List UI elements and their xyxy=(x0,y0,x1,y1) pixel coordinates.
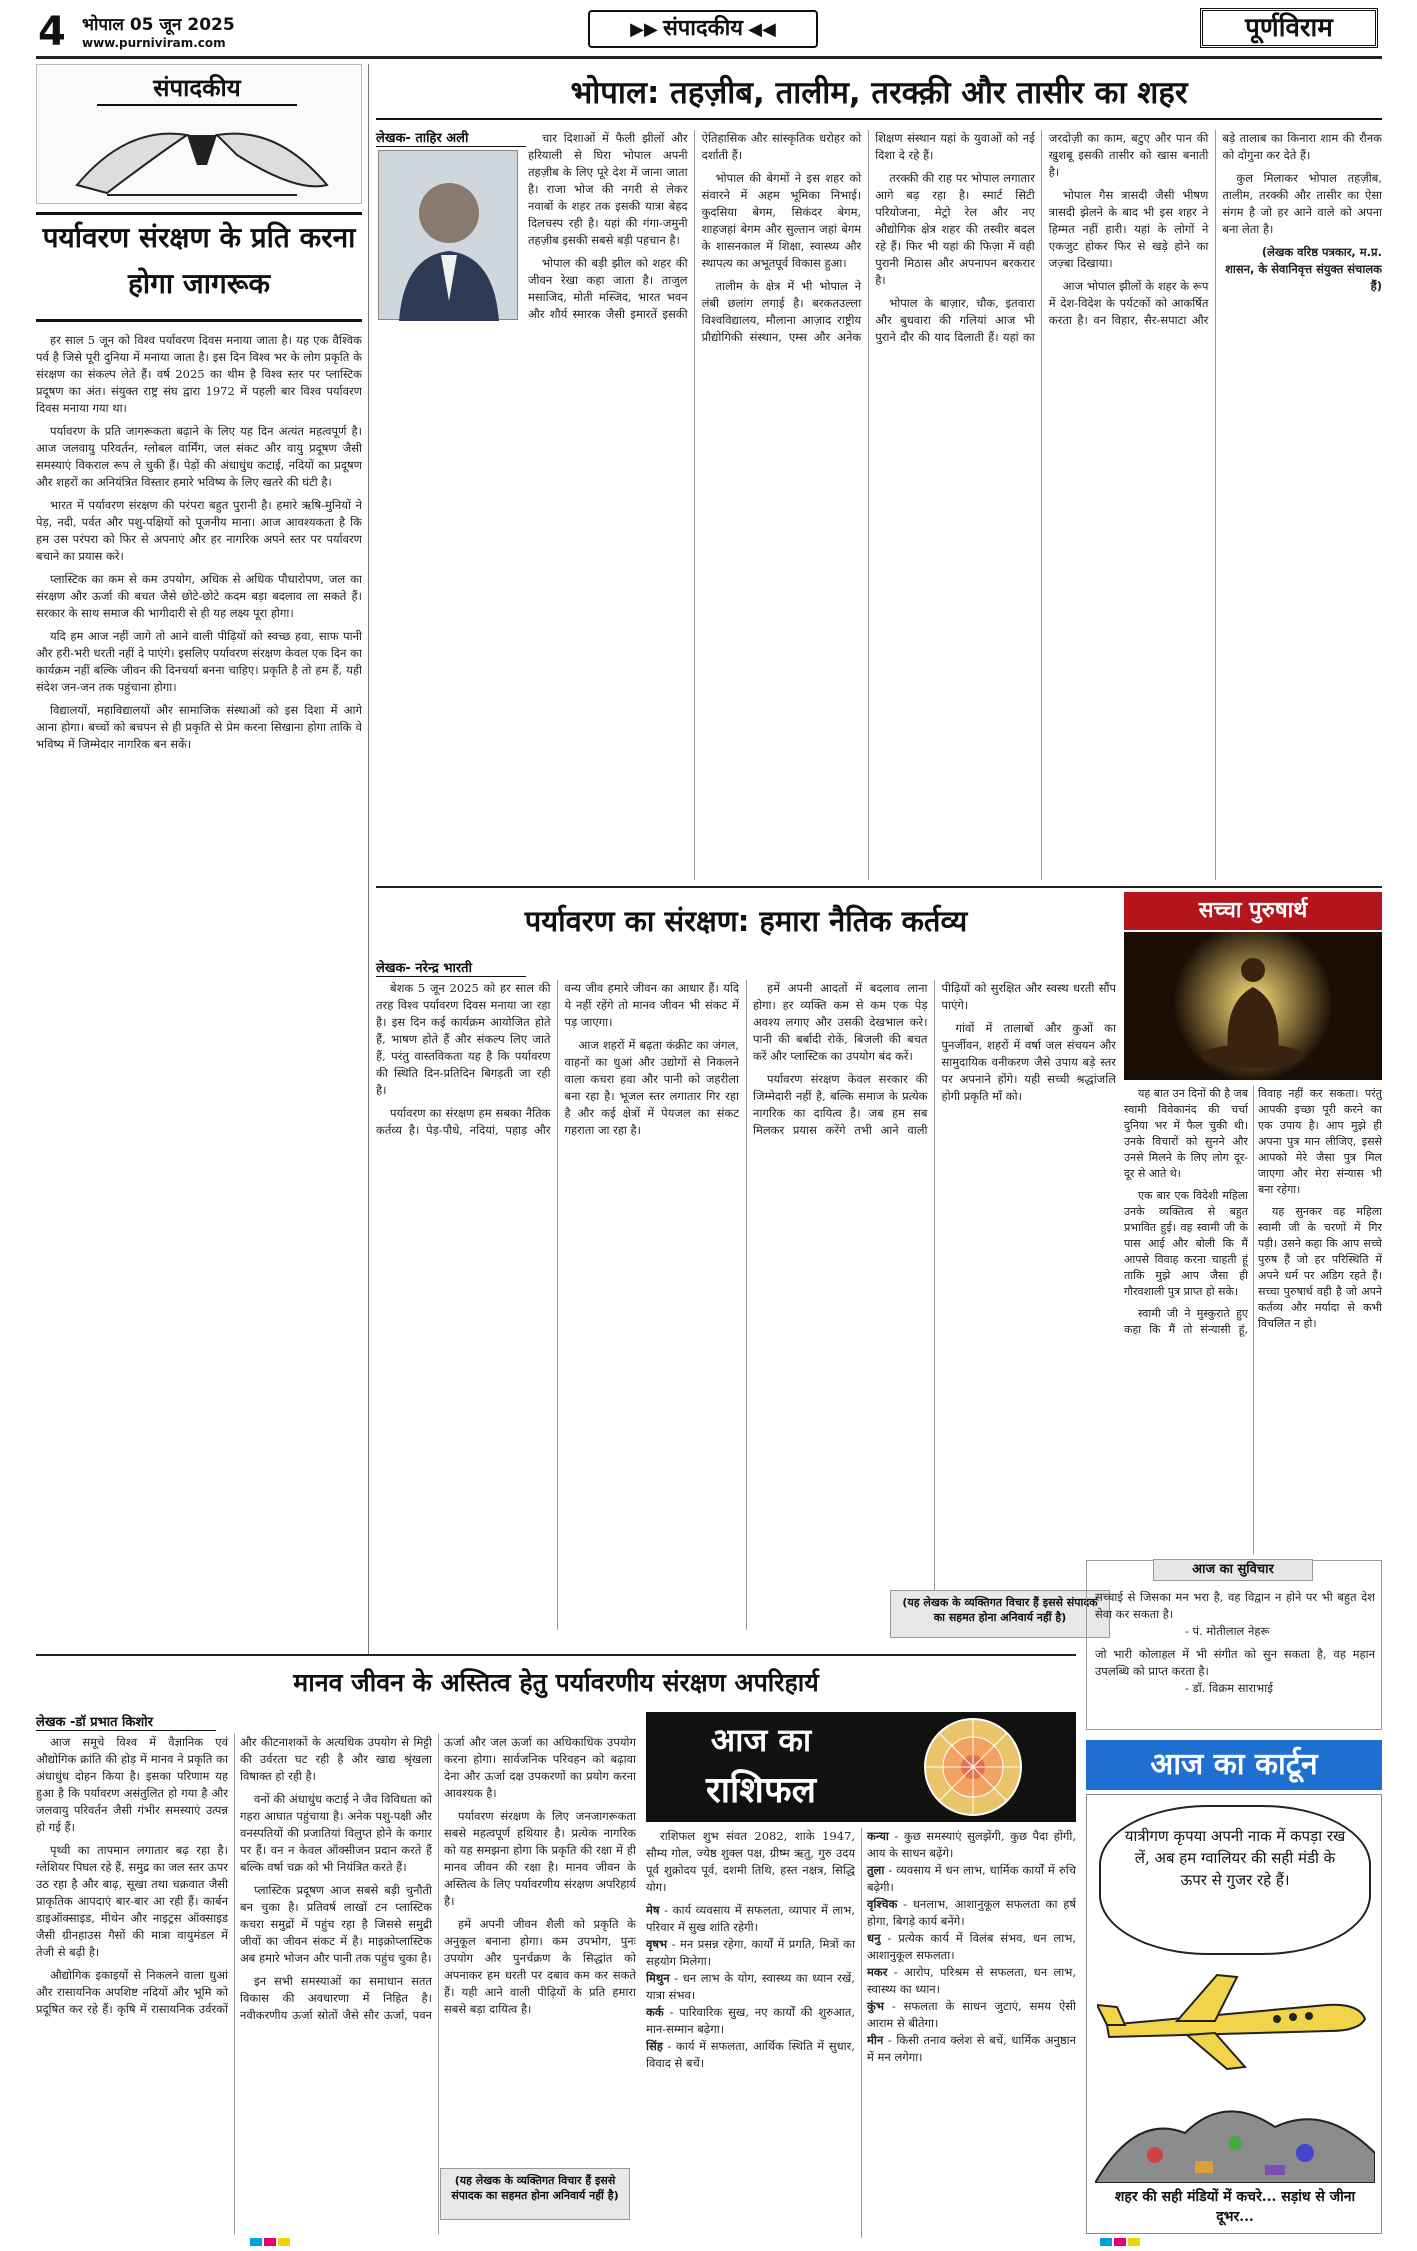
rashifal-sign-row: मेष - कार्य व्यवसाय में सफलता, व्यापार में लाभ, परिवार में सुख शांति रहेगी। xyxy=(646,1903,855,1934)
bhopal-paragraph: भोपाल की बेगमों ने इस शहर को संवारने में अहम भूमिका निभाई। कुदसिया बेगम, सिकंदर बेगम, शाहजहां बेगम और सुल्तान जहां बेगम के शासनकाल में शिक्षा, स्वास्थ्य और स्थापत्य का अभूतपूर्व विकास हुआ। xyxy=(701,171,862,270)
section-rule xyxy=(36,1654,1076,1656)
rashifal-sign-name: वृश्चिक xyxy=(867,1897,898,1911)
meditation-figure-icon xyxy=(1124,932,1382,1080)
rashifal-heading-line1: आज का xyxy=(710,1721,812,1759)
newspaper-logo[interactable]: पूर्णविराम xyxy=(1200,8,1378,48)
bhopal-paragraph: आज भोपाल झीलों के शहर के रूप में देश-विदेश के पर्यटकों को आकर्षित करता है। वन विहार, सैर-सपाटा और बड़े तालाब का किनारा शाम की रौनक को दोगुना कर देते हैं। xyxy=(1048,131,1382,327)
manav-author-note: (यह लेखक के व्यक्तिगत विचार हैं इससे संपादक का सहमत होना अनिवार्य नहीं है) xyxy=(440,2168,630,2220)
rashifal-sign-text: धनलाभ, आशानुकूल सफलता का हर्ष होगा, बिगड़े कार्य बनेंगे। xyxy=(867,1897,1076,1928)
purusharth-body xyxy=(1124,1086,1382,1554)
manav-paragraph: पृथ्वी का तापमान लगातार बढ़ रहा है। ग्लेशियर पिघल रहे हैं, समुद्र का जल स्तर ऊपर उठ रहा है और बाढ़, सूखा तथा चक्रवात जैसी प्राकृतिक आपदाएं बार-बार आ रही हैं। कार्बन डाइऑक्साइड, मीथेन और नाइट्रस ऑक्साइड जैसी ग्रीनहाउस गैसों की मात्रा वायुमंडल में तेजी से बढ़ी है। xyxy=(36,1843,229,1959)
rashifal-sign-text: मन प्रसन्न रहेगा, कार्यों में प्रगति, मित्रों का सहयोग मिलेगा। xyxy=(646,1937,855,1968)
editorial-paragraph: प्लास्टिक का कम से कम उपयोग, अधिक से अधिक पौधारोपण, जल का संरक्षण और ऊर्जा की बचत जैसे छोटे-छोटे कदम बड़ा बदलाव ला सकते हैं। सरकार के साथ समाज की भागीदारी से ही यह लक्ष्य पूरा होगा। xyxy=(36,572,362,620)
suvichar-quote: जो भारी कोलाहल में भी संगीत को सुन सकता है, वह महान उपलब्धि को प्राप्त करता है। xyxy=(1095,1647,1375,1678)
purusharth-title: सच्चा पुरुषार्थ xyxy=(1198,898,1308,923)
purusharth-paragraph: यह बात उन दिनों की है जब स्वामी विवेकानंद की चर्चा दुनिया भर में फैल चुकी थी। उनके विचारों को सुनने और उनसे मिलने के लिए लोग दूर-दूर से आते थे। xyxy=(1124,1087,1248,1180)
moral-paragraph: पर्यावरण का संरक्षण हम सबका नैतिक कर्तव्य है। पेड़-पौधे, नदियां, पहाड़ और वन्य जीव हमारे जीवन का आधार हैं। यदि ये नहीं रहेंगे तो मानव जीवन भी संकट में पड़ जाएगा। xyxy=(376,981,739,1137)
rashifal-sign-text: कुछ समस्याएं सुलझेंगी, कुछ पैदा होंगी, आय के साधन बढ़ेंगे। xyxy=(867,1829,1076,1860)
cartoon-panel xyxy=(1086,1794,1382,2234)
bhopal-paragraph: भोपाल गैस त्रासदी जैसी भीषण त्रासदी झेलने के बाद भी इस शहर ने हिम्मत नहीं हारी। यहां के लोगों ने एकजुट होकर फिर से खड़े होने का जज़्बा दिखाया। xyxy=(1048,188,1209,270)
editorial-title: पर्यावरण संरक्षण के प्रति करना होगा जागरूक xyxy=(36,212,362,322)
moral-paragraph: गांवों में तालाबों और कुओं का पुनर्जीवन, शहरों में वर्षा जल संचयन और सामुदायिक वनीकरण जैसे उपाय बड़े स्तर पर अपनाने होंगे। यही सच्ची श्रद्धांजलि होगी प्रकृति माँ को। xyxy=(941,1021,1116,1103)
rashifal-sign-row: धनु - प्रत्येक कार्य में विलंब संभव, धन लाभ, आशानुकूल सफलता। xyxy=(867,1931,1076,1962)
rashifal-sign-text: आरोप, परिश्रम से सफलता, धन लाभ, स्वास्थ्य का ध्यान। xyxy=(867,1965,1076,1996)
bhopal-paragraph: तालीम के क्षेत्र में भी भोपाल ने लंबी छलांग लगाई है। बरकतउल्ला विश्वविद्यालय, मौलाना आज़ाद राष्ट्रीय प्रौद्योगिकी संस्थान, एम्स और अनेक शिक्षण संस्थान यहां के युवाओं को नई दिशा दे रहे हैं। xyxy=(701,131,1035,344)
manav-paragraph: हमें अपनी जीवन शैली को प्रकृति के अनुकूल बनाना होगा। कम उपभोग, पुनः उपयोग और पुनर्चक्रण के सिद्धांत को अपनाकर हम धरती पर दबाव कम कर सकते हैं। यही आने वाली पीढ़ियों के प्रति हमारा सबसे बड़ा दायित्व है। xyxy=(444,1917,636,2016)
section-title: संपादकीय xyxy=(662,16,744,41)
editorial-paragraph: यदि हम आज नहीं जागे तो आने वाली पीढ़ियों को स्वच्छ हवा, साफ पानी और हरी-भरी धरती नहीं दे पाएंगे। इसलिए पर्यावरण संरक्षण केवल एक दिन का कार्यक्रम नहीं बल्कि जीवन की दिनचर्या बनना चाहिए। प्रकृति है तो हम हैं, यही संदेश जन-जन तक पहुंचाना होगा। xyxy=(36,629,362,694)
purusharth-paragraph: यह सुनकर वह महिला स्वामी जी के चरणों में गिर पड़ी। उसने कहा कि आप सच्चे पुरुष हैं जो हर परिस्थिति में अपने धर्म पर अडिग रहते हैं। सच्चा पुरुषार्थ वही है जो अपने कर्तव्य और मर्यादा से कभी विचलित न हो। xyxy=(1258,1205,1382,1330)
dateline: भोपाल 05 जून 2025 xyxy=(82,15,235,35)
rashifal-sign-row: तुला - व्यवसाय में धन लाभ, धार्मिक कार्यों में रुचि बढ़ेगी। xyxy=(867,1863,1076,1894)
editorial-paragraph: विद्यालयों, महाविद्यालयों और सामाजिक संस्थाओं को इस दिशा में आगे आना होगा। बच्चों को बचपन से ही प्रकृति से प्रेम करना सिखाना होगा ताकि वे भविष्य में जिम्मेदार नागरिक बन सकें। xyxy=(36,703,362,751)
manav-title: मानव जीवन के अस्तित्व हेतु पर्यावरणीय संरक्षण अपरिहार्य xyxy=(293,1668,819,1697)
bhopal-paragraph: भोपाल के बाज़ार, चौक, इतवारा और बुधवारा की गलियां आज भी पुराने दौर की याद दिलाती हैं। यहां का जरदोज़ी का काम, बटुए और पान की खुशबू इसकी तासीर को खास बनाती है। xyxy=(875,131,1209,344)
manav-paragraph: प्लास्टिक प्रदूषण आज सबसे बड़ी चुनौती बन चुका है। प्रतिवर्ष लाखों टन प्लास्टिक कचरा समुद्रों में पहुंच रहा है जिससे समुद्री जीवों का जीवन संकट में है। माइक्रोप्लास्टिक अब हमारे भोजन और पानी तक पहुंच चुका है। xyxy=(240,1883,432,1965)
suvichar-quote: सच्चाई से जिसका मन भरा है, वह विद्वान न होने पर भी बहुत देश सेवा कर सकता है। xyxy=(1095,1590,1375,1621)
person-icon xyxy=(379,151,519,321)
section-arrow-icon: ◀◀ xyxy=(748,19,776,40)
rashifal-banner xyxy=(646,1712,1076,1822)
author-photo xyxy=(378,150,518,320)
rashifal-sign-name: तुला xyxy=(867,1863,885,1877)
rashifal-sign-row: मकर - आरोप, परिश्रम से सफलता, धन लाभ, स्वास्थ्य का ध्यान। xyxy=(867,1965,1076,1996)
editorial-paragraph: हर साल 5 जून को विश्व पर्यावरण दिवस मनाया जाता है। यह एक वैश्विक पर्व है जिसे पूरी दुनिया में मनाया जाता है। इस दिन विश्व भर के लोग प्रकृति के संरक्षण का संकल्प लेते हैं। वर्ष 2025 का थीम है विश्व स्तर पर प्लास्टिक प्रदूषण का अंत। संयुक्त राष्ट्र संघ द्वारा 1972 में पहली बार विश्व पर्यावरण दिवस मनाया गया था। xyxy=(36,333,362,415)
rashifal-heading-line2: राशिफल xyxy=(705,1770,817,1811)
editorial-paragraph: पर्यावरण के प्रति जागरूकता बढ़ाने के लिए यह दिन अत्यंत महत्वपूर्ण है। आज जलवायु परिवर्तन, ग्लोबल वार्मिंग, जल संकट और वायु प्रदूषण जैसी समस्याएं विकराल रूप ले चुकी हैं। पेड़ों की अंधाधुंध कटाई, नदियों का प्रदूषण और शहरों का अनियंत्रित विस्तार हमारे भविष्य के लिए खतरे की घंटी है। xyxy=(36,424,362,489)
bhopal-title: भोपाल: तहज़ीब, तालीम, तरक्क़ी और तासीर का शहर xyxy=(376,66,1382,120)
suvichar-box xyxy=(1086,1560,1382,1730)
meditation-image xyxy=(1124,932,1382,1080)
suvichar-body xyxy=(1095,1589,1375,1727)
registration-marks xyxy=(0,2238,1417,2248)
suvichar-heading: आज का सुविचार xyxy=(1153,1559,1313,1581)
rashifal-sign-text: कार्य में सफलता, आर्थिक स्थिति में सुधार, विवाद से बचें। xyxy=(646,2039,855,2070)
bhopal-body xyxy=(528,130,1382,880)
manav-paragraph: वनों की अंधाधुंध कटाई ने जैव विविधता को गहरा आघात पहुंचाया है। अनेक पशु-पक्षी और वनस्पतियों की प्रजातियां विलुप्त होने के कगार पर हैं। वन न केवल ऑक्सीजन प्रदान करते हैं बल्कि वर्षा चक्र को भी नियंत्रित करते हैं। xyxy=(240,1792,432,1874)
cartoon-caption: शहर की सही मंडियों में कचरे... सड़ांध से जीना दूभर... xyxy=(1114,2189,1356,2225)
rashifal-sign-row: कर्क - पारिवारिक सुख, नए कार्यों की शुरुआत, मान-सम्मान बढ़ेगा। xyxy=(646,2005,855,2036)
rashifal-sign-row: सिंह - कार्य में सफलता, आर्थिक स्थिति में सुधार, विवाद से बचें। xyxy=(646,2039,855,2070)
moral-paragraph: पर्यावरण संरक्षण केवल सरकार की जिम्मेदारी नहीं है, बल्कि समाज के प्रत्येक नागरिक का दायित्व है। जब हम सब मिलकर प्रयास करेंगे तभी आने वाली पीढ़ियों को सुरक्षित और स्वस्थ धरती सौंप पाएंगे। xyxy=(753,981,1116,1137)
rashifal-sign-text: पारिवारिक सुख, नए कार्यों की शुरुआत, मान-सम्मान बढ़ेगा। xyxy=(646,2005,855,2036)
rashifal-sign-row: वृश्चिक - धनलाभ, आशानुकूल सफलता का हर्ष होगा, बिगड़े कार्य बनेंगे। xyxy=(867,1897,1076,1928)
rashifal-sign-name: कन्या xyxy=(867,1829,889,1843)
website[interactable]: www.purniviram.com xyxy=(82,36,226,50)
garbage-heap-icon xyxy=(1095,2083,1375,2183)
editorial-badge xyxy=(36,64,362,204)
moral-paragraph: आज शहरों में बढ़ता कंक्रीट का जंगल, वाहनों का धुआं और उद्योगों से निकलने वाला कचरा हवा और पानी को जहरीला बना रहा है। भूजल स्तर लगातार गिर रहा है और कई क्षेत्रों में पेयजल का संकट गहराता जा रहा है। xyxy=(564,1038,739,1137)
rashifal-sign-name: वृषभ xyxy=(646,1937,668,1951)
moral-byline: लेखक- नरेन्द्र भारती xyxy=(376,958,526,977)
cartoon-speech-bubble: यात्रीगण कृपया अपनी नाक में कपड़ा रख लें, अब हम ग्वालियर की सही मंडी के ऊपर से गुजर रहे हैं। xyxy=(1099,1805,1371,1955)
rashifal-sign-text: धन लाभ के योग, स्वास्थ्य का ध्यान रखें, यात्रा संभव। xyxy=(646,1971,855,2002)
cartoon-heading: आज का कार्टून xyxy=(1150,1747,1318,1782)
rashifal-sign-name: मिथुन xyxy=(646,1971,670,1985)
rashifal-sign-text: कार्य व्यवसाय में सफलता, व्यापार में लाभ, परिवार में सुख शांति रहेगी। xyxy=(646,1903,855,1934)
masthead xyxy=(0,0,1417,62)
rashifal-sign-name: धनु xyxy=(867,1931,881,1945)
rashifal-sign-row: कुंभ - सफलता के साधन जुटाएं, समय ऐसी आराम से बीतेगा। xyxy=(867,1999,1076,2030)
rashifal-sign-name: कुंभ xyxy=(867,1999,884,2013)
rashifal-sign-row: मीन - किसी तनाव क्लेश से बचें, धार्मिक अनुष्ठान में मन लगेगा। xyxy=(867,2033,1076,2064)
rashifal-sign-row: मिथुन - धन लाभ के योग, स्वास्थ्य का ध्यान रखें, यात्रा संभव। xyxy=(646,1971,855,2002)
rashifal-intro: राशिफल शुभ संवत 2082, शाके 1947, सौम्य गोल, ज्येष्ठ शुक्ल पक्ष, ग्रीष्म ऋतु, गुरु उदय पूर्व शुक्रोदय पूर्व, दशमी तिथि, हस्त नक्षत्र, सिद्धि योग। xyxy=(646,1829,855,1894)
manav-paragraph: पर्यावरण संरक्षण के लिए जनजागरूकता सबसे महत्वपूर्ण हथियार है। प्रत्येक नागरिक को यह समझना होगा कि प्रकृति की रक्षा में ही मानव जीवन की रक्षा है। मानव जीवन के अस्तित्व के लिए पर्यावरणीय संरक्षण अपरिहार्य है। xyxy=(444,1809,636,1908)
manav-paragraph: इन सभी समस्याओं का समाधान सतत विकास की अवधारणा में निहित है। नवीकरणीय ऊर्जा स्रोतों जैसे सौर ऊर्जा, पवन ऊर्जा और जल ऊर्जा का अधिकाधिक उपयोग करना होगा। सार्वजनिक परिवहन को बढ़ावा देना और ऊर्जा दक्ष उपकरणों का प्रयोग करना आवश्यक है। xyxy=(240,1735,636,2022)
moral-author-note: (यह लेखक के व्यक्तिगत विचार हैं इससे संपादक का सहमत होना अनिवार्य नहीं है) xyxy=(890,1590,1110,1638)
section-arrow-icon: ▶▶ xyxy=(630,19,658,40)
rashifal-body xyxy=(646,1828,1076,2238)
bhopal-author-note: (लेखक वरिष्ठ पत्रकार, म.प्र. शासन, के सेवानिवृत्त संयुक्त संचालक हैं) xyxy=(1225,245,1382,293)
purusharth-paragraph: एक बार एक विदेशी महिला उनके व्यक्तित्व से बहुत प्रभावित हुई। वह स्वामी जी के पास आई और बोली कि मैं आपसे विवाह करना चाहती हूं ताकि मुझे आप जैसा ही गौरवशाली पुत्र प्राप्त हो सके। xyxy=(1124,1189,1248,1298)
page-number: 4 xyxy=(38,9,66,55)
bhopal-paragraph: चार दिशाओं में फैली झीलों और हरियाली से घिरा भोपाल अपनी तहज़ीब के लिए पूरे देश में जाना जाता है। राजा भोज की नगरी से लेकर नवाबों के शहर तक इसकी यात्रा बेहद दिलचस्प रही है। यहां की गंगा-जमुनी तहज़ीब इसकी सबसे बड़ी पहचान है। xyxy=(528,131,688,247)
purusharth-banner xyxy=(1124,892,1382,930)
rashifal-sign-row: कन्या - कुछ समस्याएं सुलझेंगी, कुछ पैदा होंगी, आय के साधन बढ़ेंगे। xyxy=(867,1829,1076,1860)
section-rule xyxy=(376,886,1382,888)
editorial-badge-label: संपादकीय xyxy=(97,71,297,106)
suvichar-author: - डॉ. विक्रम साराभाई xyxy=(1185,1681,1273,1695)
rashifal-sign-name: मेष xyxy=(646,1903,660,1917)
quill-pen-icon xyxy=(67,105,337,201)
zodiac-wheel-icon xyxy=(878,1716,1068,1818)
moral-title: पर्यावरण का संरक्षण: हमारा नैतिक कर्तव्य xyxy=(524,904,968,938)
masthead-rule xyxy=(36,56,1382,59)
purusharth-paragraph: स्वामी जी ने मुस्कुराते हुए कहा कि मैं तो संन्यासी हूं, विवाह नहीं कर सकता। परंतु आपकी इच्छा पूरी करने का एक उपाय है। आप मुझे ही अपना पुत्र मान लीजिए, इससे आपको मेरे जैसा पुत्र मिल जाएगा और मेरा संन्यास भी बना रहेगा। xyxy=(1124,1087,1382,1336)
airplane-icon xyxy=(1097,1965,1373,2075)
rashifal-sign-text: प्रत्येक कार्य में विलंब संभव, धन लाभ, आशानुकूल सफलता। xyxy=(867,1931,1076,1962)
cartoon-banner xyxy=(1086,1740,1382,1790)
manav-paragraph: आज समूचे विश्व में वैज्ञानिक एवं औद्योगिक क्रांति की होड़ में मानव ने प्रकृति का अंधाधुंध दोहन किया है। इसका परिणाम यह हुआ है कि पर्यावरण असंतुलित हो गया है और जलवायु परिवर्तन जैसी गंभीर समस्याएं उत्पन्न हो गई हैं। xyxy=(36,1735,228,1834)
bhopal-paragraph: कुल मिलाकर भोपाल तहज़ीब, तालीम, तरक्की और तासीर का ऐसा संगम है जो हर आने वाले को अपना बना लेता है। xyxy=(1222,171,1382,236)
bhopal-byline: लेखक- ताहिर अली xyxy=(376,128,526,147)
section-banner xyxy=(588,10,818,48)
rashifal-sign-row: वृषभ - मन प्रसन्न रहेगा, कार्यों में प्रगति, मित्रों का सहयोग मिलेगा। xyxy=(646,1937,855,1968)
rashifal-sign-name: मीन xyxy=(867,2033,884,2047)
bhopal-paragraph: भोपाल की बड़ी झील को शहर की जीवन रेखा कहा जाता है। ताजुल मसाजिद, मोती मस्जिद, भारत भवन और शौर्य स्मारक जैसी इमारतें इसकी ऐतिहासिक और सांस्कृतिक धरोहर को दर्शाती हैं। xyxy=(528,131,862,321)
moral-paragraph: हमें अपनी आदतों में बदलाव लाना होगा। हर व्यक्ति कम से कम एक पेड़ अवश्य लगाए और उसकी देखभाल करे। पानी की बर्बादी रोकें, बिजली की बचत करें और प्लास्टिक का उपयोग बंद करें। xyxy=(753,981,928,1063)
editorial-body xyxy=(36,332,362,1652)
manav-body xyxy=(36,1734,636,2234)
rashifal-sign-text: किसी तनाव क्लेश से बचें, धार्मिक अनुष्ठान में मन लगेगा। xyxy=(867,2033,1076,2064)
column-divider xyxy=(368,64,369,1654)
manav-byline: लेखक -डॉ प्रभात किशोर xyxy=(36,1712,216,1731)
rashifal-sign-text: व्यवसाय में धन लाभ, धार्मिक कार्यों में रुचि बढ़ेगी। xyxy=(867,1863,1076,1894)
rashifal-sign-name: कर्क xyxy=(646,2005,664,2019)
rashifal-sign-name: सिंह xyxy=(646,2039,663,2053)
bhopal-paragraph: तरक्की की राह पर भोपाल लगातार आगे बढ़ रहा है। स्मार्ट सिटी परियोजना, मेट्रो रेल और नए औद्योगिक क्षेत्र शहर की तस्वीर बदल रहे हैं। फिर भी यहां की फिज़ा में वही पुरानी मिठास और अपनापन बरकरार है। xyxy=(875,171,1035,287)
rashifal-sign-text: सफलता के साधन जुटाएं, समय ऐसी आराम से बीतेगा। xyxy=(867,1999,1076,2030)
editorial-paragraph: भारत में पर्यावरण संरक्षण की परंपरा बहुत पुरानी है। हमारे ऋषि-मुनियों ने पेड़, नदी, पर्वत और पशु-पक्षियों को पूजनीय माना। आज आवश्यकता है कि हम उस परंपरा को फिर से अपनाएं और हर नागरिक अपने स्तर पर पर्यावरण बचाने का प्रयास करे। xyxy=(36,498,362,563)
manav-paragraph: औद्योगिक इकाइयों से निकलने वाला धुआं और रासायनिक अपशिष्ट नदियों और भूमि को प्रदूषित कर रहे हैं। कृषि में रासायनिक उर्वरकों और कीटनाशकों के अत्यधिक उपयोग से मिट्टी की उर्वरता घट रही है और खाद्य श्रृंखला विषाक्त हो रही है। xyxy=(36,1735,432,2016)
suvichar-author: - पं. मोतीलाल नेहरू xyxy=(1185,1624,1270,1638)
moral-body xyxy=(376,980,1116,1630)
rashifal-sign-name: मकर xyxy=(867,1965,888,1979)
moral-paragraph: बेशक 5 जून 2025 को हर साल की तरह विश्व पर्यावरण दिवस मनाया जा रहा है। इस दिन कई कार्यक्रम आयोजित होते हैं, भाषण होते हैं और संकल्प लिए जाते हैं, परंतु वास्तविकता यह है कि पर्यावरण की स्थिति दिन-प्रतिदिन बिगड़ती जा रही है। xyxy=(376,981,551,1097)
